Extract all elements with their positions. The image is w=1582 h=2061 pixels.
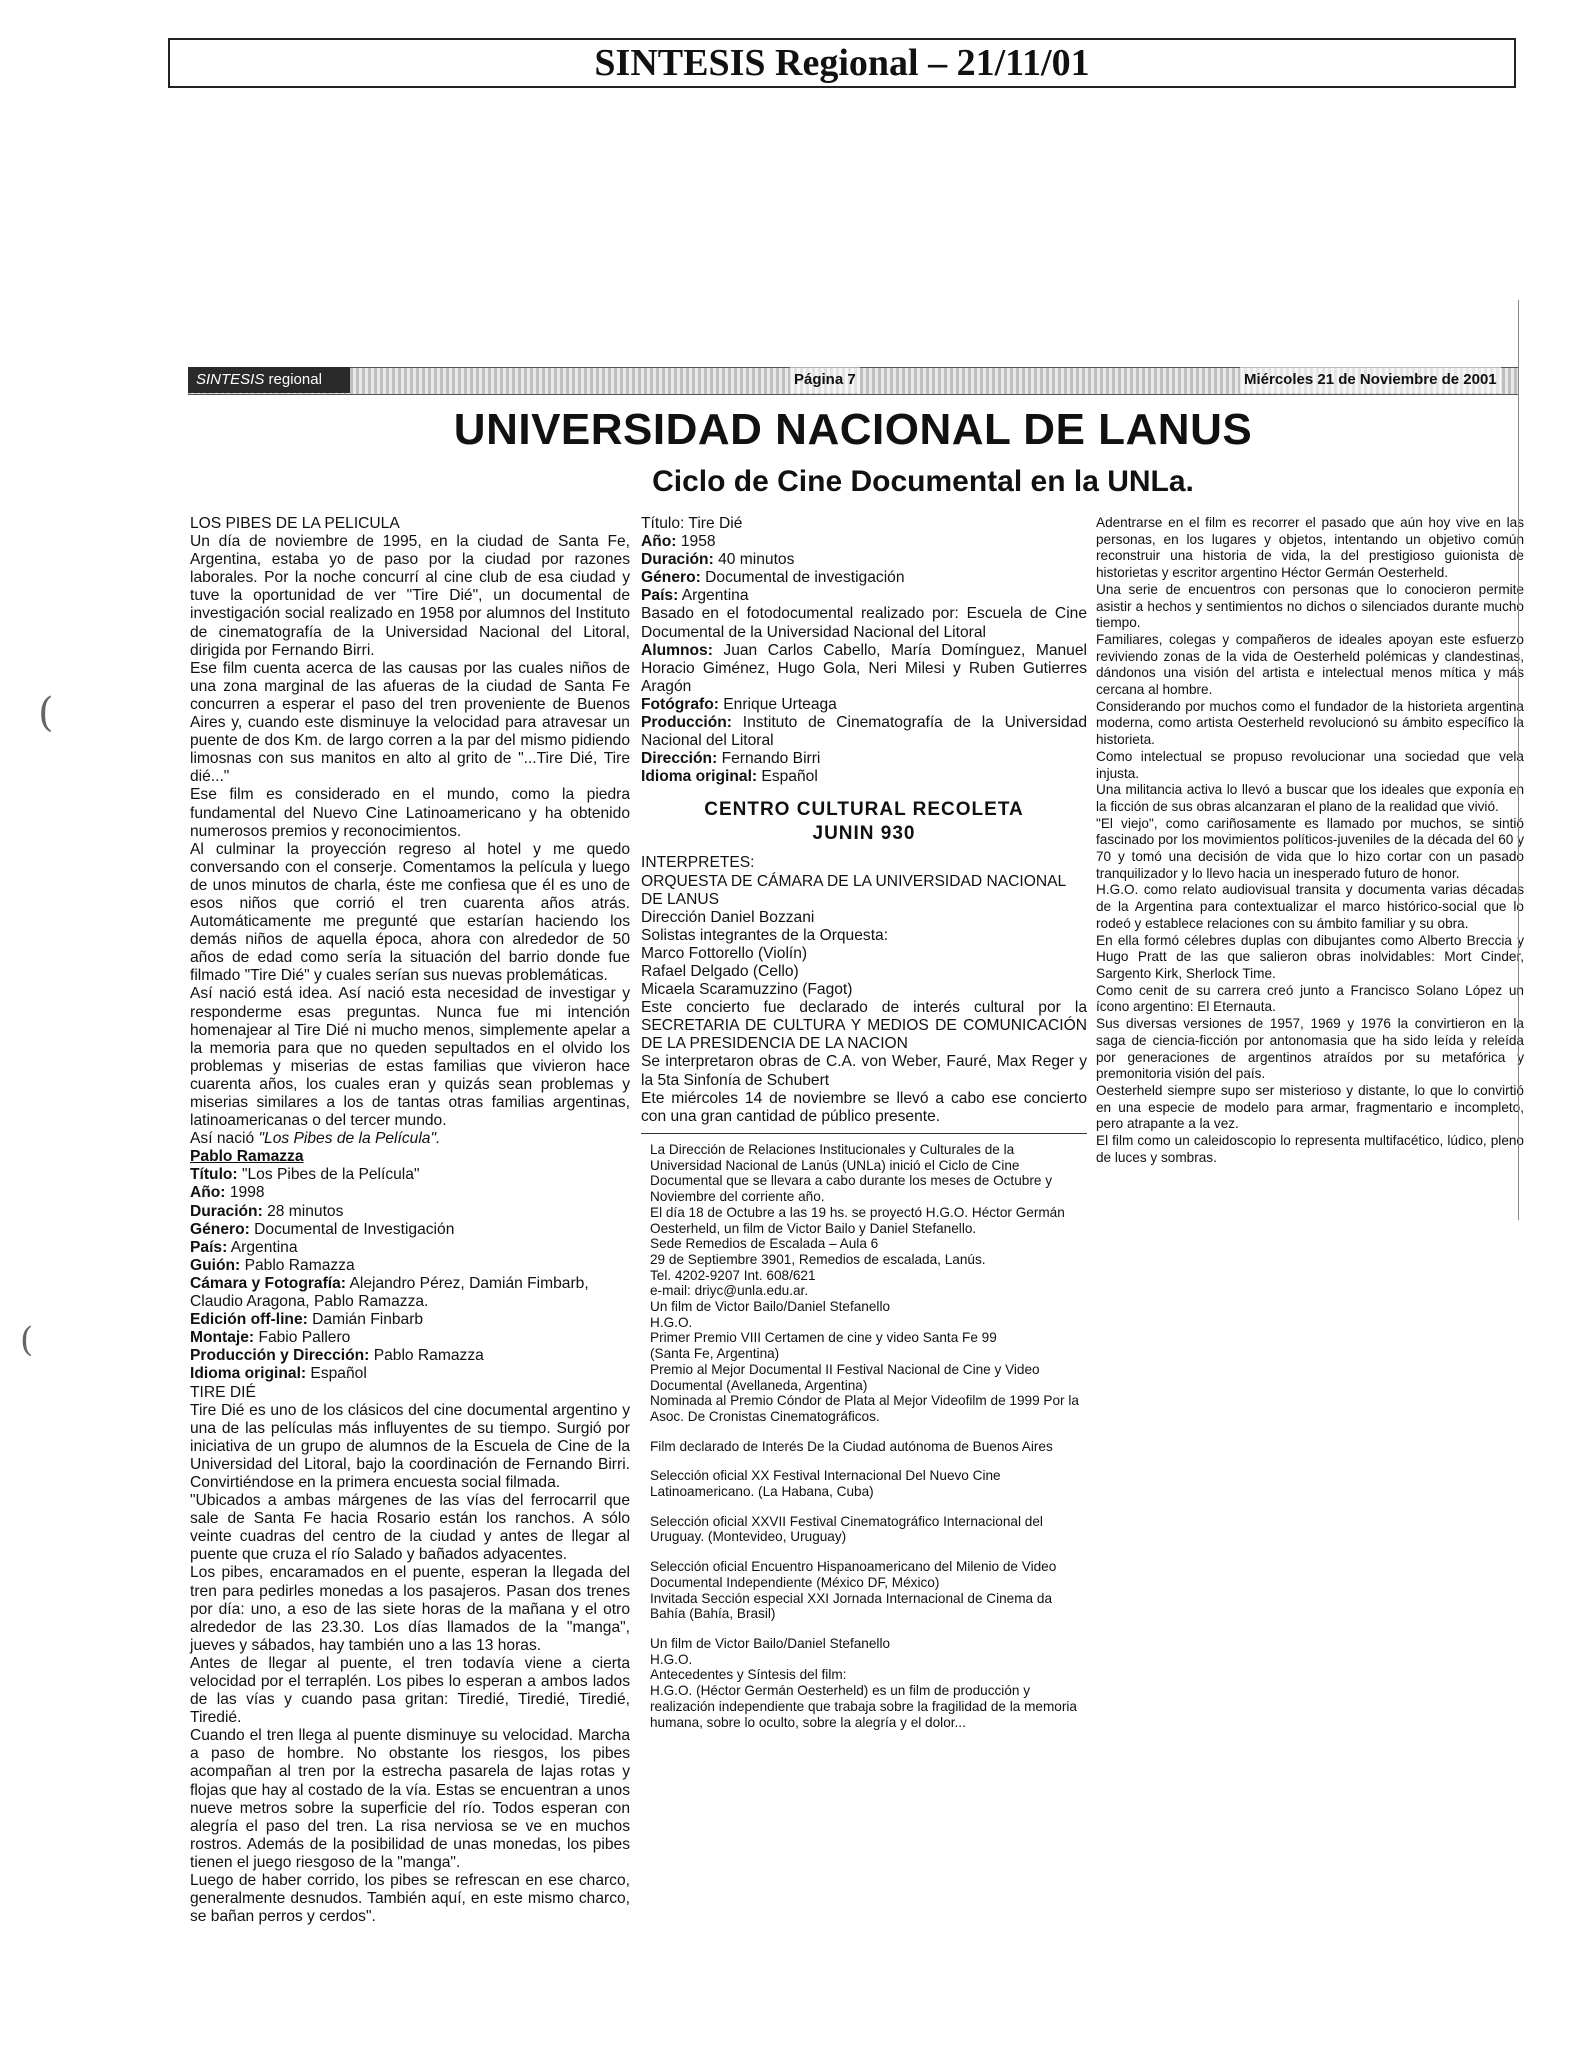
newspaper-logo <box>188 367 350 393</box>
film-title: "Los Pibes de la Película". <box>258 1130 441 1148</box>
credit-row <box>641 768 1087 786</box>
column-left <box>190 515 630 1926</box>
credit-key: Guión: <box>190 1256 241 1274</box>
paragraph: Al culminar la proyección regreso al hotel y me quedo conversando con el conserje. Comentamos la película y luego de unos minutos de charla, éste me confiesa que él es uno de esos niños que corrió el tren cuarenta años atrás. Automáticamente me pregunté que estarían haciendo los demás niños de aquella época, ahora con alrededor de 50 años de edad como sería la situación del barrio donde fue filmado "Tire Dié" y cuales serían sus nuevas problemáticas. <box>190 840 630 985</box>
paragraph: El día 18 de Octubre a las 19 hs. se proyectó H.G.O. Héctor Germán Oesterheld, un film de Victor Bailo y Daniel Stefanello. <box>650 1204 1065 1236</box>
paragraph: Considerando por muchos como el fundador de la historieta argentina moderna, como artista Oesterheld revolucionó su ámbito específico la historieta. <box>1096 698 1524 748</box>
column-right <box>1096 515 1524 1166</box>
credit-row <box>641 696 1087 714</box>
credit-key: Fotógrafo: <box>641 695 719 713</box>
award: Selección oficial XX Festival Internacional Del Nuevo Cine Latinoamericano. (La Habana, Cuba) <box>650 1468 1001 1500</box>
award-place: (Santa Fe, Argentina) <box>650 1346 780 1362</box>
article-title: UNIVERSIDAD NACIONAL DE LANUS <box>453 405 1253 454</box>
soloists-label: Solistas integrantes de la Orquesta: <box>641 926 889 944</box>
credit-value: Pablo Ramazza <box>369 1347 484 1365</box>
credit-key: Género: <box>641 569 701 587</box>
credit-value: Enrique Urteaga <box>718 695 837 713</box>
paragraph: Sus diversas versiones de 1957, 1969 y 1976 la convirtieron en la saga de ciencia-ficción por antonomasia que ha sido leída y releída por generaciones de argentinos atraídos por su metafórica y premonitoria visión del país. <box>1096 1016 1524 1082</box>
credit-value: 28 minutos <box>262 1202 344 1220</box>
paragraph: Una militancia activa lo llevó a buscar que los ideales que exponía en la ficción de sus obras alcanzaran el plano de la realidad que vivió. <box>1096 782 1524 814</box>
paragraph: "El viejo", como cariñosamente es llamado por muchos, se sintió fascinado por los movimientos políticos-juveniles de la década del 60 y 70 y tomó una decisión de vida que lo hizo cortar con un pasado tranquilizador y lo llevo hacia un inesperado futuro de honor. <box>1096 815 1524 881</box>
paragraph: Se interpretaron obras de C.A. von Weber, Fauré, Max Reger y la 5ta Sinfonía de Schubert <box>641 1053 1087 1089</box>
credit-key: Idioma original: <box>641 768 758 786</box>
paragraph: Ese film cuenta acerca de las causas por las cuales niños de una zona marginal de las afueras de la ciudad de Santa Fe concurren a esperar el paso del tren proveniente de Buenos Aires y, cuando este disminuye la velocidad para atravesar un puente de dos Km. de largo corren a la par del mismo pidiendo limosnas con sus manitos en alto al grito de "...Tire Dié, Tire dié..." <box>190 659 630 786</box>
credit-row <box>190 1239 630 1257</box>
credit-row <box>641 551 1087 569</box>
venue-address: JUNIN 930 <box>812 823 916 845</box>
credit-key: Año: <box>641 533 677 551</box>
address-line: 29 de Septiembre 3901, Remedios de escalada, Lanús. <box>650 1251 986 1267</box>
credit-row <box>641 587 1087 605</box>
credits-list <box>190 1166 630 1383</box>
award: Selección oficial XXVII Festival Cinematográfico Internacional del Uruguay. (Montevideo, Uruguay) <box>650 1513 1043 1545</box>
credit-key: Año: <box>190 1184 226 1202</box>
conductor: Dirección Daniel Bozzani <box>641 908 815 926</box>
credit-key: Producción: <box>641 714 732 732</box>
event-notes <box>650 1142 1080 1730</box>
article-subtitle: Ciclo de Cine Documental en la UNLa. <box>652 465 1194 498</box>
credit-value: Damián Finbarb <box>307 1311 424 1329</box>
credit-key: Producción y Dirección: <box>190 1347 370 1365</box>
paragraph: Antes de llegar al puente, el tren todavía viene a cierta velocidad por el terraplén. Los pibes lo esperan a ambos lados de las vías y cuando pasa gritan: Tiredié, Tiredié, Tiredié, Tiredié. <box>190 1654 630 1727</box>
author-name: Pablo Ramazza <box>190 1148 304 1166</box>
award: Primer Premio VIII Certamen de cine y video Santa Fe 99 <box>650 1330 997 1346</box>
credit-row <box>641 642 1087 696</box>
issue-date: Miércoles 21 de Noviembre de 2001 <box>1240 367 1501 393</box>
credit-value: Español <box>306 1365 367 1383</box>
email-line: e-mail: driyc@unla.edu.ar. <box>650 1283 809 1299</box>
paragraph: Los pibes, encaramados en el puente, esperan la llegada del tren para pedirles monedas a los pasajeros. Pasan dos trenes por día: uno, a eso de las siete horas de la mañana y el otro alrededor de las 23.30. Los días llamados de la "manga", jueves y sábados, hay también uno a las 13 horas. <box>190 1564 630 1654</box>
credit-value: Documental de investigación <box>700 569 905 587</box>
scan-mark-bracket: ( <box>38 690 54 736</box>
scan-edge-line <box>1518 300 1519 1220</box>
award: Premio al Mejor Documental II Festival Nacional de Cine y Video Documental (Avellaneda, Argentina) <box>650 1361 1040 1393</box>
soloist: Micaela Scaramuzzino (Fagot) <box>641 981 853 999</box>
paragraph: Una serie de encuentros con personas que lo conocieron permite asistir a hechos y sentimientos no dichos o silenciados durante mucho tiempo. <box>1096 581 1524 631</box>
paragraph: Familiares, colegas y compañeros de ideales apoyan este esfuerzo reviviendo zonas de la vida de Oesterheld polémicas y clandestinas, dándonos una visión del artista e intelectual menos mítica y más cercana al hombre. <box>1096 631 1524 698</box>
paragraph <box>190 1130 630 1148</box>
paragraph: El film como un caleidoscopio lo representa multifacético, lúdico, pleno de luces y sombras. <box>1096 1133 1524 1165</box>
film-credit: Un film de Victor Bailo/Daniel Stefanello <box>650 1299 891 1315</box>
credit-key: Edición off-line: <box>190 1311 308 1329</box>
soloist: Rafael Delgado (Cello) <box>641 962 799 980</box>
section-heading: LOS PIBES DE LA PELICULA <box>190 515 400 532</box>
film-title: H.G.O. <box>650 1314 693 1330</box>
credit-row <box>190 1184 630 1202</box>
paragraph: Como intelectual se propuso revolucionar una sociedad que vela injusta. <box>1096 748 1524 781</box>
page-number: Página 7 <box>790 367 860 393</box>
soloist: Marco Fottorello (Violín) <box>641 944 808 962</box>
award: Invitada Sección especial XXI Jornada Internacional de Cinema da Bahía (Bahía, Brasil) <box>650 1590 1053 1622</box>
venue-line: Sede Remedios de Escalada – Aula 6 <box>650 1236 879 1252</box>
credit-value: Pablo Ramazza <box>240 1256 355 1274</box>
text-run: Así nació <box>190 1130 259 1148</box>
paragraph: La Dirección de Relaciones Institucionales y Culturales de la Universidad Nacional de Lanús (UNLa) inició el Ciclo de Cine Documental que se llevara a cabo durante los meses de Octubre y Noviembre del corriente año. <box>650 1142 1052 1205</box>
credit-row <box>190 1166 630 1184</box>
credit-key: Dirección: <box>641 750 718 768</box>
credit-value: Fabio Pallero <box>254 1329 351 1347</box>
credit-key: Duración: <box>641 551 714 569</box>
credit-value: "Los Pibes de la Película" <box>237 1166 420 1184</box>
award: Film declarado de Interés De la Ciudad autónoma de Buenos Aires <box>650 1438 1053 1454</box>
paragraph: Oesterheld siempre supo ser misterioso y distante, lo que lo convirtió en una especie de modelo para armar, fragmentario e incompleto, pero atrapante a la vez. <box>1096 1082 1524 1132</box>
paragraph: Así nació está idea. Así nació esta necesidad de investigar y responderme esas preguntas. Nunca fue mi intención homenajear al Tire Dié ni mucho menos, simplemente apelar a la memoria para que no queden sepultados en el olvido los problemas y miserias de estas familias que vivieron hace cuarenta años, los cuales eran y quizás sean problemas y miserias similares a los de tantas otras familias argentinas, latinoamericanas o del tercer mundo. <box>190 985 630 1130</box>
credit-value: Argentina <box>678 587 749 605</box>
section-heading: TIRE DIÉ <box>190 1383 256 1401</box>
credit-key: País: <box>641 587 679 605</box>
award: Nominada al Premio Cóndor de Plata al Mejor Videofilm de 1999 Por la Asoc. De Cronistas Cinematográficos. <box>650 1393 1079 1424</box>
credit-row <box>641 714 1087 750</box>
credit-row <box>190 1275 630 1311</box>
paragraph: Este concierto fue declarado de interés cultural por la SECRETARIA DE CULTURA Y MEDIOS DE COMUNICACIÓN DE LA PRESIDENCIA DE LA NACION <box>641 999 1087 1053</box>
credit-row <box>190 1311 630 1329</box>
venue-heading: CENTRO CULTURAL RECOLETA <box>704 799 1024 821</box>
credit-row <box>190 1257 630 1275</box>
credit-value: 40 minutos <box>713 551 795 569</box>
logo-name: SINTESIS <box>196 371 265 388</box>
credit-value: Tire Dié <box>684 515 743 532</box>
credit-key: País: <box>190 1238 228 1256</box>
synopsis-label: Antecedentes y Síntesis del film: <box>650 1667 847 1683</box>
column-divider <box>641 1133 1087 1134</box>
credit-value: Fernando Birri <box>717 750 821 768</box>
credit-value: Documental de Investigación <box>249 1220 455 1238</box>
credit-value: Juan Carlos Cabello, María Domínguez, Manuel Horacio Giménez, Hugo Gola, Neri Milesi y Ruben Gutierres Aragón <box>641 641 1087 695</box>
paragraph: Ete miércoles 14 de noviembre se llevó a cabo ese concierto con una gran cantidad de público presente. <box>641 1089 1087 1125</box>
paragraph: En ella formó célebres duplas con dibujantes como Alberto Breccia y Hugo Pratt de las que salieron obras inolvidables: Mort Cinder, Sargento Kirk, Sherlock Time. <box>1096 932 1524 981</box>
credit-key: Género: <box>190 1220 250 1238</box>
film-credit: Un film de Victor Bailo/Daniel Stefanello <box>650 1635 891 1651</box>
credit-value: Español <box>757 768 818 786</box>
paragraph: Cuando el tren llega al puente disminuye su velocidad. Marcha a paso de hombre. No obstante los riesgos, los pibes acompañan al tren por la estrecha pasarela de lajas rotas y flojas que hay al costado de la vía. Estas se encuentran a unos nueve metros sobre la superficie del río. Todos esperan con alegría el paso del tren. La risa nerviosa se ve en muchos rostros. Además de la posibilidad de unas monedas, los pibes tienen el juego riesgoso de la "manga". <box>190 1727 630 1871</box>
page-header-title: SINTESIS Regional – 21/11/01 <box>594 42 1090 84</box>
credit-row <box>190 1365 630 1383</box>
credit-row <box>641 515 1087 533</box>
film-title: H.G.O. <box>650 1651 693 1667</box>
credit-value: 1998 <box>225 1184 265 1202</box>
paragraph: Tire Dié es uno de los clásicos del cine documental argentino y una de las películas más influyentes de su tiempo. Surgió por iniciativa de un grupo de alumnos de la Escuela de Cine de la Universidad del Litoral, bajo la coordinación de Fernando Birri. Convirtiéndose en la primera encuesta social filmada. <box>190 1401 630 1491</box>
credit-key: Alumnos: <box>641 641 713 659</box>
phone-line: Tel. 4202-9207 Int. 608/621 <box>650 1267 816 1283</box>
column-middle <box>641 515 1087 1126</box>
scan-mark-bracket: ( <box>20 1320 34 1360</box>
credit-value: Alejandro Pérez, Damián Fimbarb, Claudio Aragona, Pablo Ramazza. <box>190 1274 589 1311</box>
credit-key: Título: <box>190 1166 238 1184</box>
credit-value: Instituto de Cinematografía de la Universidad Nacional del Litoral <box>641 714 1087 750</box>
credit-row <box>641 569 1087 587</box>
credit-value: Argentina <box>227 1238 298 1256</box>
paragraph: H.G.O. como relato audiovisual transita y documenta varias décadas de la Argentina para contextualizar el marco histórico-social que lo rodeó y establece relaciones con su ámbito familiar y su obra. <box>1096 882 1524 931</box>
credit-value: 1958 <box>676 533 716 551</box>
paragraph: Ese film es considerado en el mundo, como la piedra fundamental del Nuevo Cine Latinoamericano y ha obtenido numerosos premios y reconocimientos. <box>190 786 630 840</box>
credit-row <box>190 1203 630 1221</box>
credit-key: Título: <box>641 515 685 532</box>
paragraph: Un día de noviembre de 1995, en la ciudad de Santa Fe, Argentina, estaba yo de paso por la ciudad por razones laborales. Por la noche concurrí al cine club de esa ciudad y tuve la oportunidad de ver "Tire Dié", un documental de investigación social realizado en 1958 por alumnos del Instituto de cinematografía de la Universidad Nacional del Litoral, dirigida por Fernando Birri. <box>190 533 630 659</box>
paragraph: Adentrarse en el film es recorrer el pasado que aún hoy vive en las personas, en los lugares y objetos, intentando un objetivo común reconstruir una historia de vida, la del prestigioso guionista de historietas y escritor argentino Héctor Germán Oesterheld. <box>1096 515 1524 581</box>
credit-row <box>190 1329 630 1347</box>
orchestra-name: ORQUESTA DE CÁMARA DE LA UNIVERSIDAD NACIONAL DE LANUS <box>641 872 1066 908</box>
credit-row <box>190 1347 630 1365</box>
paragraph: H.G.O. (Héctor Germán Oesterheld) es un film de producción y realización independiente que trabaja sobre la fragilidad de la memoria humana, sobre lo oculto, sobre la alegría y el dolor... <box>650 1683 1077 1730</box>
credit-row <box>641 533 1087 551</box>
paragraph: Como cenit de su carrera creó junto a Francisco Solano López un ícono argentino: El Eternauta. <box>1096 982 1524 1015</box>
credit-row <box>190 1221 630 1239</box>
award: Selección oficial Encuentro Hispanoamericano del Milenio de Video Documental Independiente (México DF, México) <box>650 1559 1057 1590</box>
credit-key: Cámara y Fotografía: <box>190 1274 346 1292</box>
credit-key: Idioma original: <box>190 1365 307 1383</box>
paragraph: Basado en el fotodocumental realizado por: Escuela de Cine Documental de la Universidad Nacional del Litoral <box>641 605 1087 641</box>
interpretes-label: INTERPRETES: <box>641 854 755 872</box>
credit-row <box>641 750 1087 768</box>
logo-suffix: regional <box>268 371 322 388</box>
paragraph: "Ubicados a ambas márgenes de las vías del ferrocarril que sale de Santa Fe hacia Rosario están los ranchos. A sólo veinte cuadras del centro de la ciudad y antes de llegar al puente que cruza el río Salado y bañados adyacentes. <box>190 1492 630 1564</box>
paragraph: Luego de haber corrido, los pibes se refrescan en ese charco, generalmente desnudos. También aquí, en este mismo charco, se bañan perros y cerdos". <box>190 1872 630 1926</box>
credit-key: Duración: <box>190 1202 263 1220</box>
credit-key: Montaje: <box>190 1329 255 1347</box>
